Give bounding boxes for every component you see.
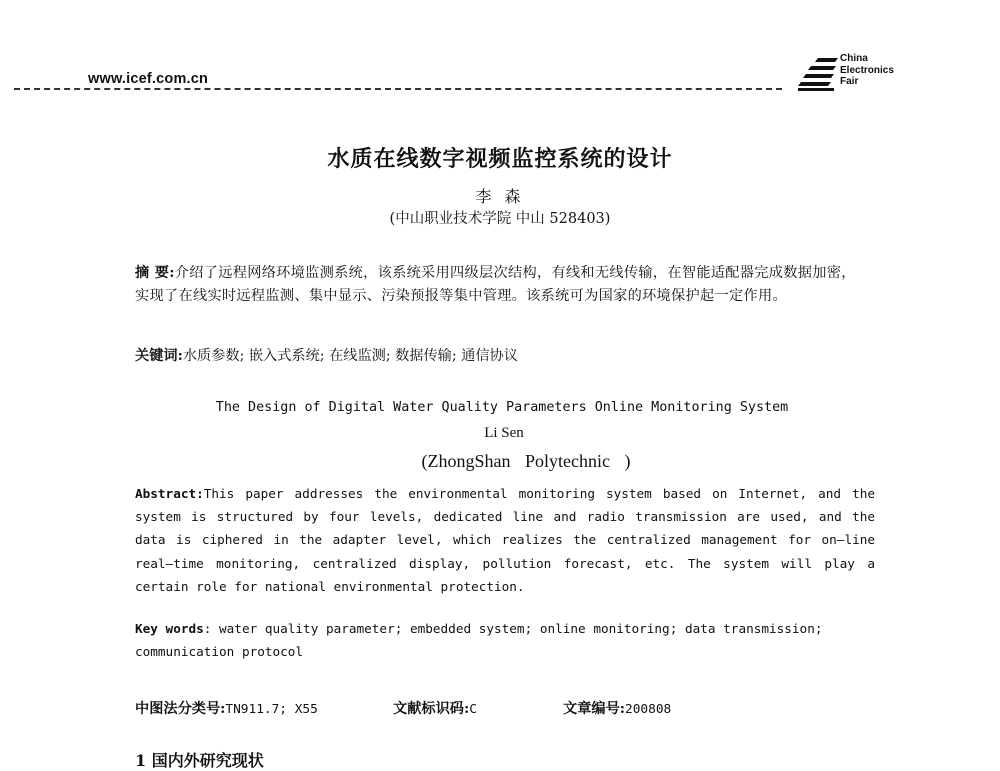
abstract-en-label: Abstract: [135, 486, 204, 501]
article-no-item [563, 698, 671, 718]
logo-wordmark [840, 53, 894, 88]
doc-code-value: C [469, 702, 477, 717]
article-no-value: 200808 [625, 702, 672, 717]
abstract-en-text: This paper addresses the environmental monitoring system based on Internet, and the system is structured by four levels, dedicated line and radio transmission are used, and the data is ciphered in the adapter level, which realizes the centralized management for on—line real—time monitoring, centralized display, pollution forecast, etc. The system will play a certain role for national environmental protection. [135, 486, 875, 594]
classification-line [135, 698, 671, 718]
paper-title-cn: 水质在线数字视频监控系统的设计 [327, 146, 673, 172]
abstract-cn-label: 摘 要: [135, 265, 175, 281]
author-cn: 李 森 [475, 187, 525, 206]
abstract-en [135, 482, 875, 598]
logo-line: China [840, 53, 868, 64]
abstract-cn [135, 262, 870, 307]
keywords-cn-text: 水质参数; 嵌入式系统; 在线监测; 数据传输; 通信协议 [182, 348, 518, 364]
keywords-cn [135, 345, 870, 367]
logo-line: Fair [840, 76, 859, 87]
keywords-en-label: Key words [135, 621, 204, 636]
china-electronics-fair-logo-icon [798, 52, 838, 92]
author-en: Li Sen [484, 425, 524, 441]
clc-item [135, 698, 393, 718]
abstract-cn-text: 介绍了远程网络环境监测系统，该系统采用四级层次结构，有线和无线传输，在智能适配器完成数据加密，实现了在线实时远程监测、集中显示、污染预报等集中管理。该系统可为国家的环境保护起一定作用。 [135, 265, 856, 304]
header-url[interactable]: www.icef.com.cn [84, 71, 212, 87]
section-heading: 1 国内外研究现状 [135, 751, 264, 770]
logo-line: Electronics [840, 64, 894, 76]
article-no-label: 文章编号: [563, 701, 625, 717]
doc-code-label: 文献标识码: [393, 701, 470, 717]
header-rule [14, 88, 782, 90]
clc-label: 中图法分类号: [135, 701, 226, 717]
clc-value: TN911.7; X55 [225, 702, 318, 717]
affiliation-en: (ZhongShan Polytechnic ) [421, 451, 631, 471]
doc-code-item [393, 698, 563, 718]
keywords-en [135, 618, 875, 663]
keywords-en-text: : water quality parameter; embedded system; online monitoring; data transmission; communication protocol [135, 621, 823, 659]
affiliation-cn: (中山职业技术学院 中山 528403) [389, 211, 611, 227]
paper-title-en: The Design of Digital Water Quality Parameters Online Monitoring System [215, 400, 789, 415]
keywords-cn-label: 关键词: [135, 348, 183, 364]
